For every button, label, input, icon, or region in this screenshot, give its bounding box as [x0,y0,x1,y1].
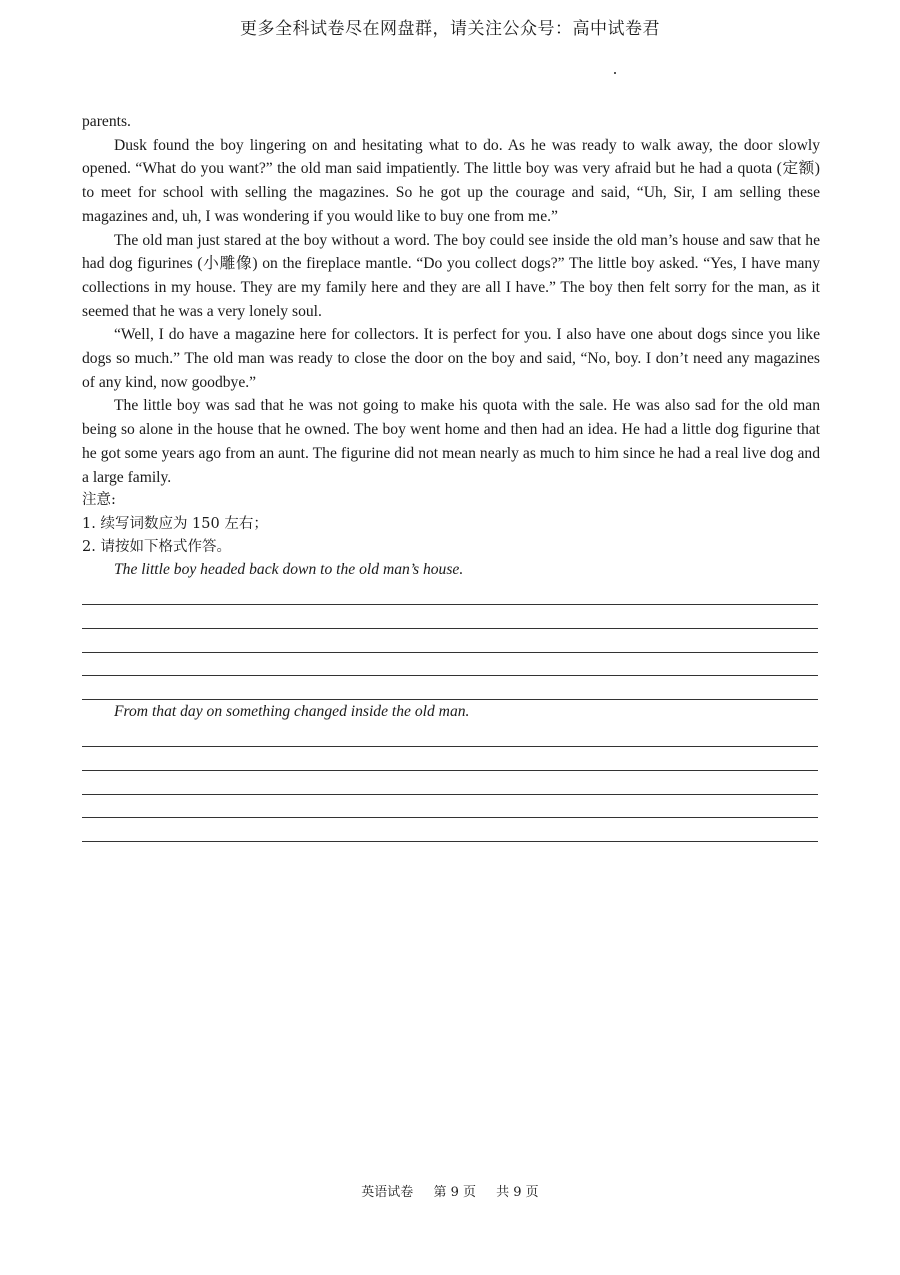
page-header-banner: 更多全科试卷尽在网盘群，请关注公众号：高中试卷君 [240,19,660,39]
passage-paragraph: The little boy was sad that he was not going to make his quota with the sale. He was also sad for the old man being so alone in the house that he owned. The boy went home and then had an idea. He had a little dog figurine that he got some years ago from an aunt. The figurine did not mean nearly as much to him since he had a real live dog and a large family. [82,397,820,486]
footer-total-pages: 共 9 页 [496,1185,539,1200]
answer-line [82,841,818,842]
continuation-prompt-second: From that day on something changed inside the old man. [114,703,470,720]
answer-line [82,794,818,795]
footer-subject: 英语试卷 [361,1185,414,1200]
answer-line [82,746,818,747]
page-footer [0,1181,900,1200]
answer-line [82,604,818,605]
answer-line [82,770,818,771]
continuation-prompt-first: The little boy headed back down to the old man’s house. [114,561,464,578]
instructions-title: 注意: [82,492,116,508]
passage-paragraph: “Well, I do have a magazine here for collectors. It is perfect for you. I also have one about dogs since you like dogs so much.” The old man was ready to close the door on the boy and said, “No, boy. I don’t need any magazines of any kind, now goodbye.” [82,326,820,391]
instruction-item: 1. 续写词数应为 150 左右； [82,515,268,532]
passage-continuation: parents. [82,113,131,130]
instruction-item: 2. 请按如下格式作答。 [82,539,231,556]
passage-paragraph: The old man just stared at the boy without a word. The boy could see inside the old man’s house and saw that he had dog figurines (小雕像) on the fireplace mantle. “Do you collect dogs?” The little boy asked. “Yes, I have many collections in my house. They are my family here and they are all I have.” The boy then felt sorry for the man, as it seemed that he was a very lonely soul. [82,231,820,320]
passage [82,110,820,489]
answer-line [82,652,818,653]
answer-line [82,628,818,629]
footer-page-number: 第 9 页 [433,1185,476,1200]
answer-line [82,699,818,700]
passage-paragraph: Dusk found the boy lingering on and hesitating what to do. As he was ready to walk away, the door slowly opened. “What do you want?” the old man said impatiently. The little boy was very afraid but he had a quota (定额) to meet for school with selling the magazines. So he got up the courage and said, “Uh, Sir, I am selling these magazines and, uh, I was wondering if you would like to buy one from me.” [82,136,820,225]
stray-dot [614,72,616,74]
answer-line [82,817,818,818]
instructions [82,489,820,560]
answer-line [82,675,818,676]
